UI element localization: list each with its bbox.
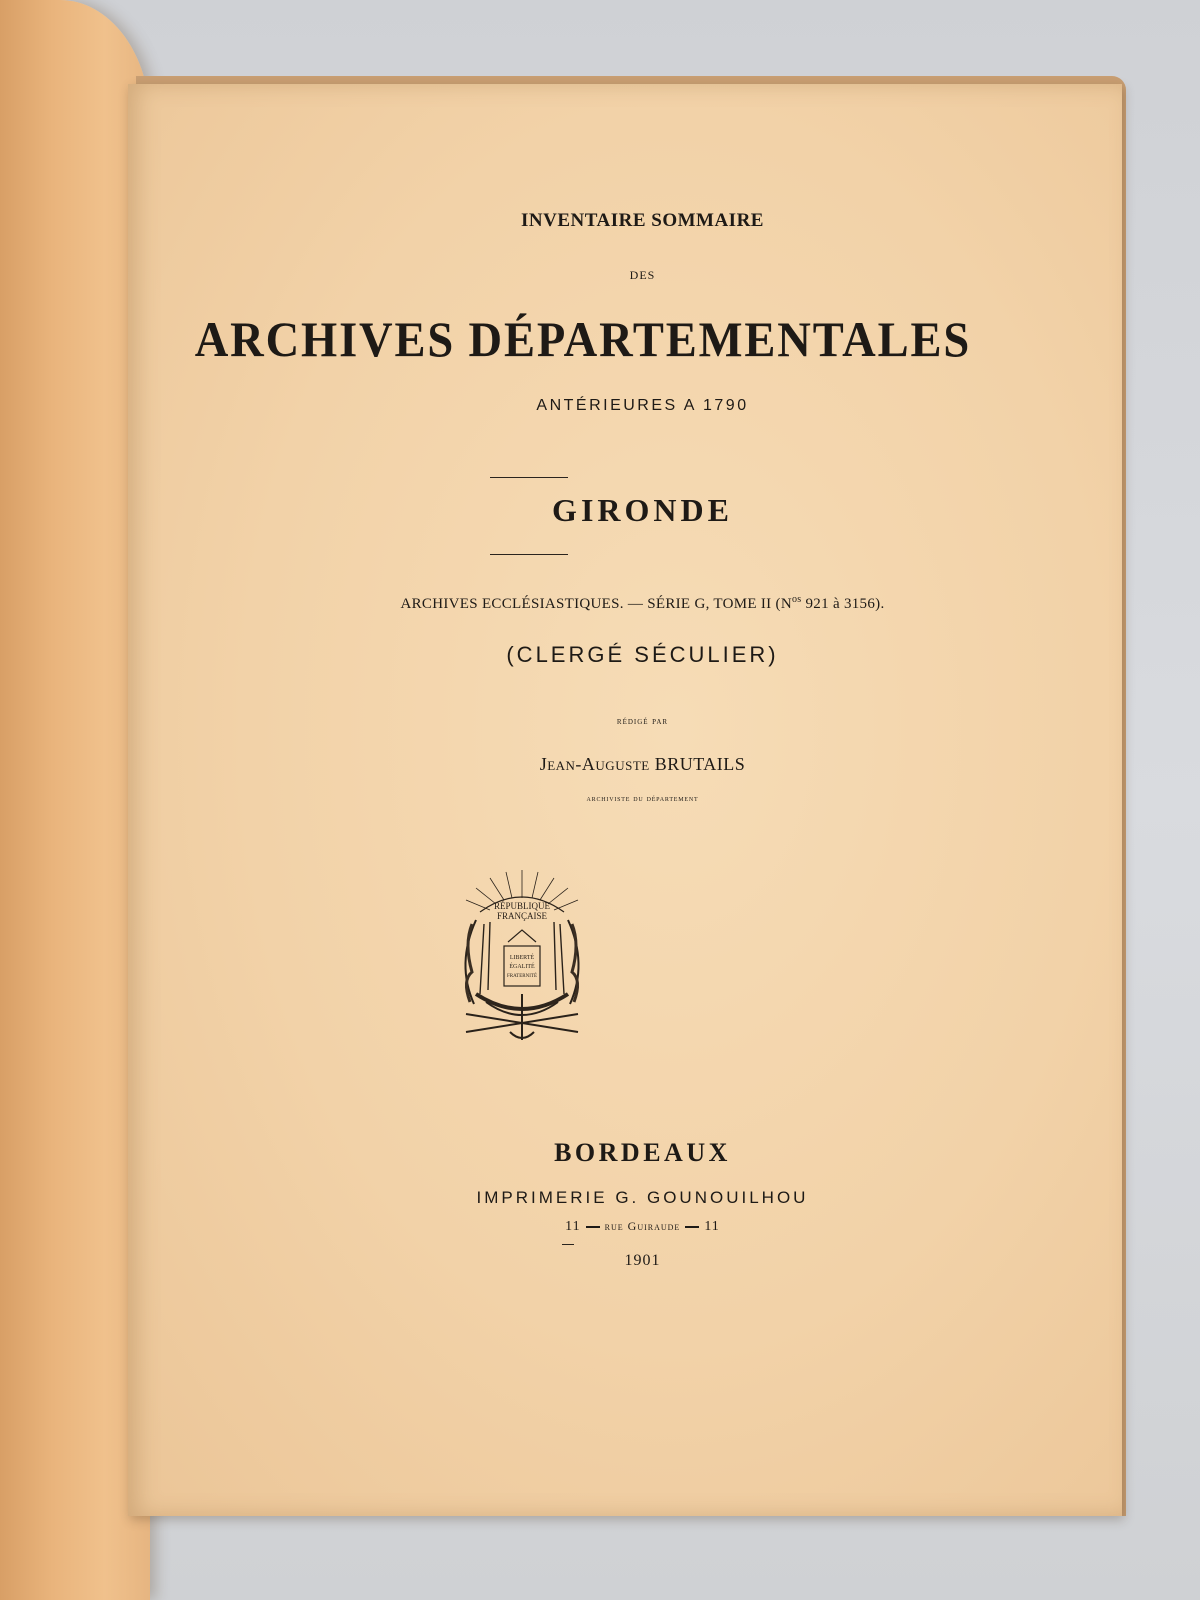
imprint-city: BORDEAUX (554, 1138, 731, 1167)
address-number-left: 11 (565, 1219, 581, 1234)
motto-2: ÉGALITÉ (509, 964, 535, 970)
emblem-text-2: FRANÇAISE (496, 911, 548, 921)
series-sup: os (791, 594, 802, 605)
divider-bottom (490, 554, 568, 555)
series-prefix: ARCHIVES ECCLÉSIASTIQUES. — SÉRIE G, TOME II (N (400, 596, 792, 612)
series-line (128, 594, 1122, 613)
address-street: rue Guiraude (604, 1219, 681, 1233)
redige-par: rédigé par (616, 716, 669, 727)
author-first-name: Jean-Auguste (539, 754, 650, 774)
author-line (128, 754, 1122, 775)
imprint-address (128, 1219, 1122, 1235)
main-title: ARCHIVES DÉPARTEMENTALES (194, 311, 972, 367)
subtitle: ANTÉRIEURES A 1790 (536, 397, 749, 414)
divider-top (490, 477, 568, 478)
address-dash-right (685, 1226, 699, 1228)
author-role: archiviste du département (586, 793, 699, 803)
author-last-name: BRUTAILS (654, 754, 746, 774)
title-line-2: DES (629, 268, 656, 282)
motto-1: LIBERTÉ (509, 955, 535, 961)
imprint-printer: IMPRIMERIE G. GOUNOUILHOU (476, 1188, 809, 1207)
emblem-text-1: RÉPUBLIQUE (494, 901, 550, 911)
year-dash (562, 1244, 574, 1245)
address-number-right: 11 (704, 1219, 720, 1234)
title-line-1: INVENTAIRE SOMMAIRE (521, 210, 764, 231)
address-dash-left (586, 1226, 600, 1228)
motto-3: FRATERNITÉ (507, 974, 537, 979)
republic-emblem (446, 864, 598, 1044)
section-title: (CLERGÉ SÉCULIER) (506, 642, 779, 667)
imprint-year: 1901 (624, 1252, 661, 1269)
department-title: GIRONDE (552, 492, 733, 528)
title-page (128, 84, 1122, 1516)
series-suffix: 921 à 3156). (801, 596, 885, 612)
